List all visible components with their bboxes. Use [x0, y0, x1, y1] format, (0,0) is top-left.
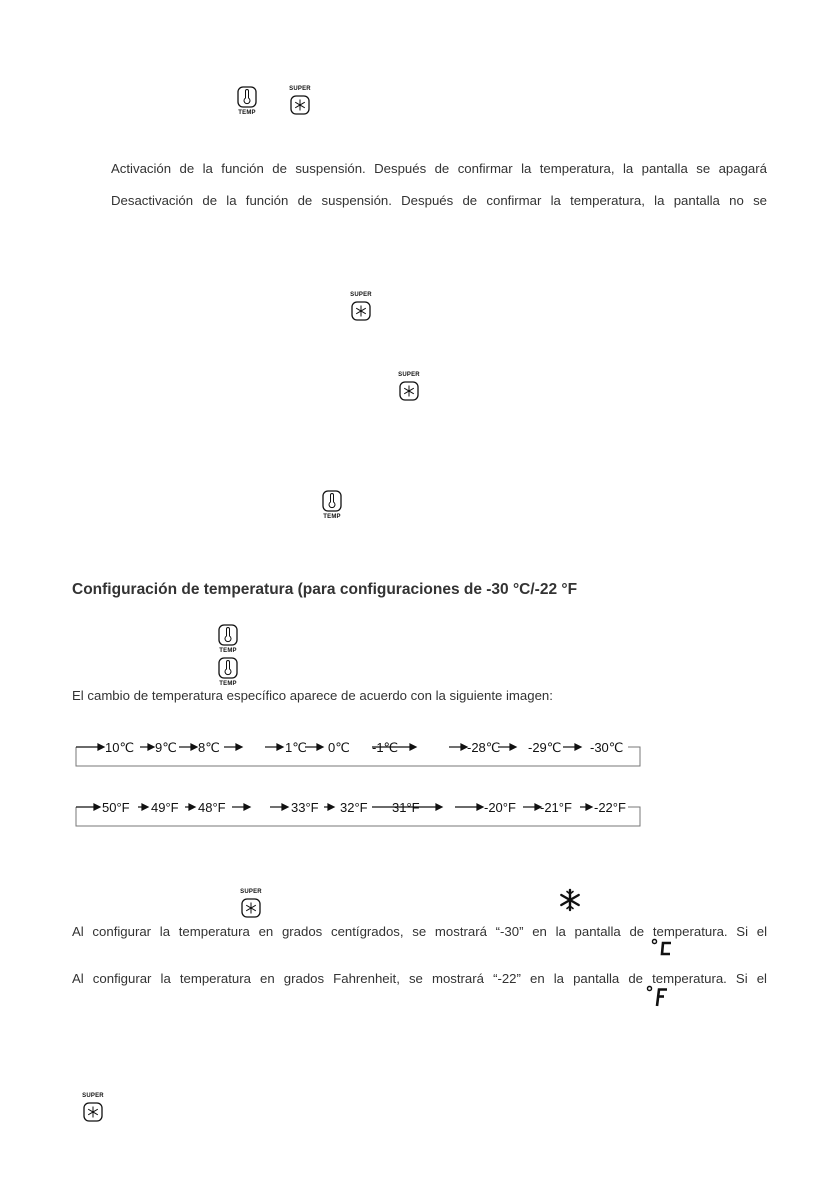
sequence-value: 33°F: [291, 800, 319, 815]
super-caption: SUPER: [398, 372, 420, 378]
temp-button[interactable]: [215, 624, 241, 658]
super-button[interactable]: [396, 372, 422, 406]
sequence-value: 50°F: [102, 800, 130, 815]
fahrenheit-segment-icon: [646, 985, 670, 1009]
sequence-value: 1℃: [285, 740, 307, 755]
sequence-value: 8℃: [198, 740, 220, 755]
snowflake-icon: [399, 381, 419, 401]
sequence-value: 10℃: [105, 740, 135, 755]
section-heading: Configuración de temperatura (para configuraciones de -30 °C/-22 °F: [72, 581, 578, 598]
sequence-value: -1℃: [372, 740, 399, 755]
super-caption: SUPER: [240, 889, 262, 895]
sequence-value: 49°F: [151, 800, 179, 815]
super-caption: SUPER: [289, 86, 311, 92]
super-caption: SUPER: [82, 1093, 104, 1099]
sequence-value: -29℃: [528, 740, 562, 755]
thermometer-icon: [218, 657, 238, 679]
celsius-note: Al configurar la temperatura en grados centígrados, se mostrará “-30” en la pantalla de temperatura. Si el: [72, 924, 767, 939]
thermometer-icon: [218, 624, 238, 646]
temp-caption: TEMP: [323, 514, 341, 520]
snowflake-display-icon: [558, 888, 582, 912]
sequence-value: -22°F: [594, 800, 626, 815]
temp-button[interactable]: [215, 657, 241, 691]
super-button[interactable]: [287, 86, 313, 120]
thermometer-icon: [237, 86, 257, 108]
sequence-value: -30℃: [590, 740, 624, 755]
temp-caption: TEMP: [238, 110, 256, 116]
super-button[interactable]: [80, 1093, 106, 1127]
sequence-value: -21°F: [540, 800, 572, 815]
temp-button[interactable]: [234, 86, 260, 120]
sequence-value: 31°F: [392, 800, 420, 815]
snowflake-icon: [290, 95, 310, 115]
fahrenheit-note: Al configurar la temperatura en grados Fahrenheit, se mostrará “-22” en la pantalla de temperatura. Si el: [72, 971, 767, 986]
sequence-value: -28℃: [467, 740, 501, 755]
temp-button[interactable]: [319, 490, 345, 524]
super-button[interactable]: [348, 292, 374, 326]
sleep-on-text: Activación de la función de suspensión. Después de confirmar la temperatura, la pantalla se apagará: [111, 161, 767, 176]
sleep-off-text: Desactivación de la función de suspensión. Después de confirmar la temperatura, la pantalla no se: [111, 193, 767, 208]
sequence-value: 0℃: [328, 740, 350, 755]
sequence-value: 32°F: [340, 800, 368, 815]
snowflake-icon: [83, 1102, 103, 1122]
celsius-segment-icon: [651, 938, 675, 958]
sequence-value: 48°F: [198, 800, 226, 815]
sequence-value: -20°F: [484, 800, 516, 815]
temp-caption: TEMP: [219, 681, 237, 687]
snowflake-icon: [241, 898, 261, 918]
temp-caption: TEMP: [219, 648, 237, 654]
thermometer-icon: [322, 490, 342, 512]
super-button[interactable]: [238, 889, 264, 923]
snowflake-icon: [351, 301, 371, 321]
super-caption: SUPER: [350, 292, 372, 298]
sequence-value: 9℃: [155, 740, 177, 755]
intro-text: El cambio de temperatura específico aparece de acuerdo con la siguiente imagen:: [72, 688, 553, 703]
